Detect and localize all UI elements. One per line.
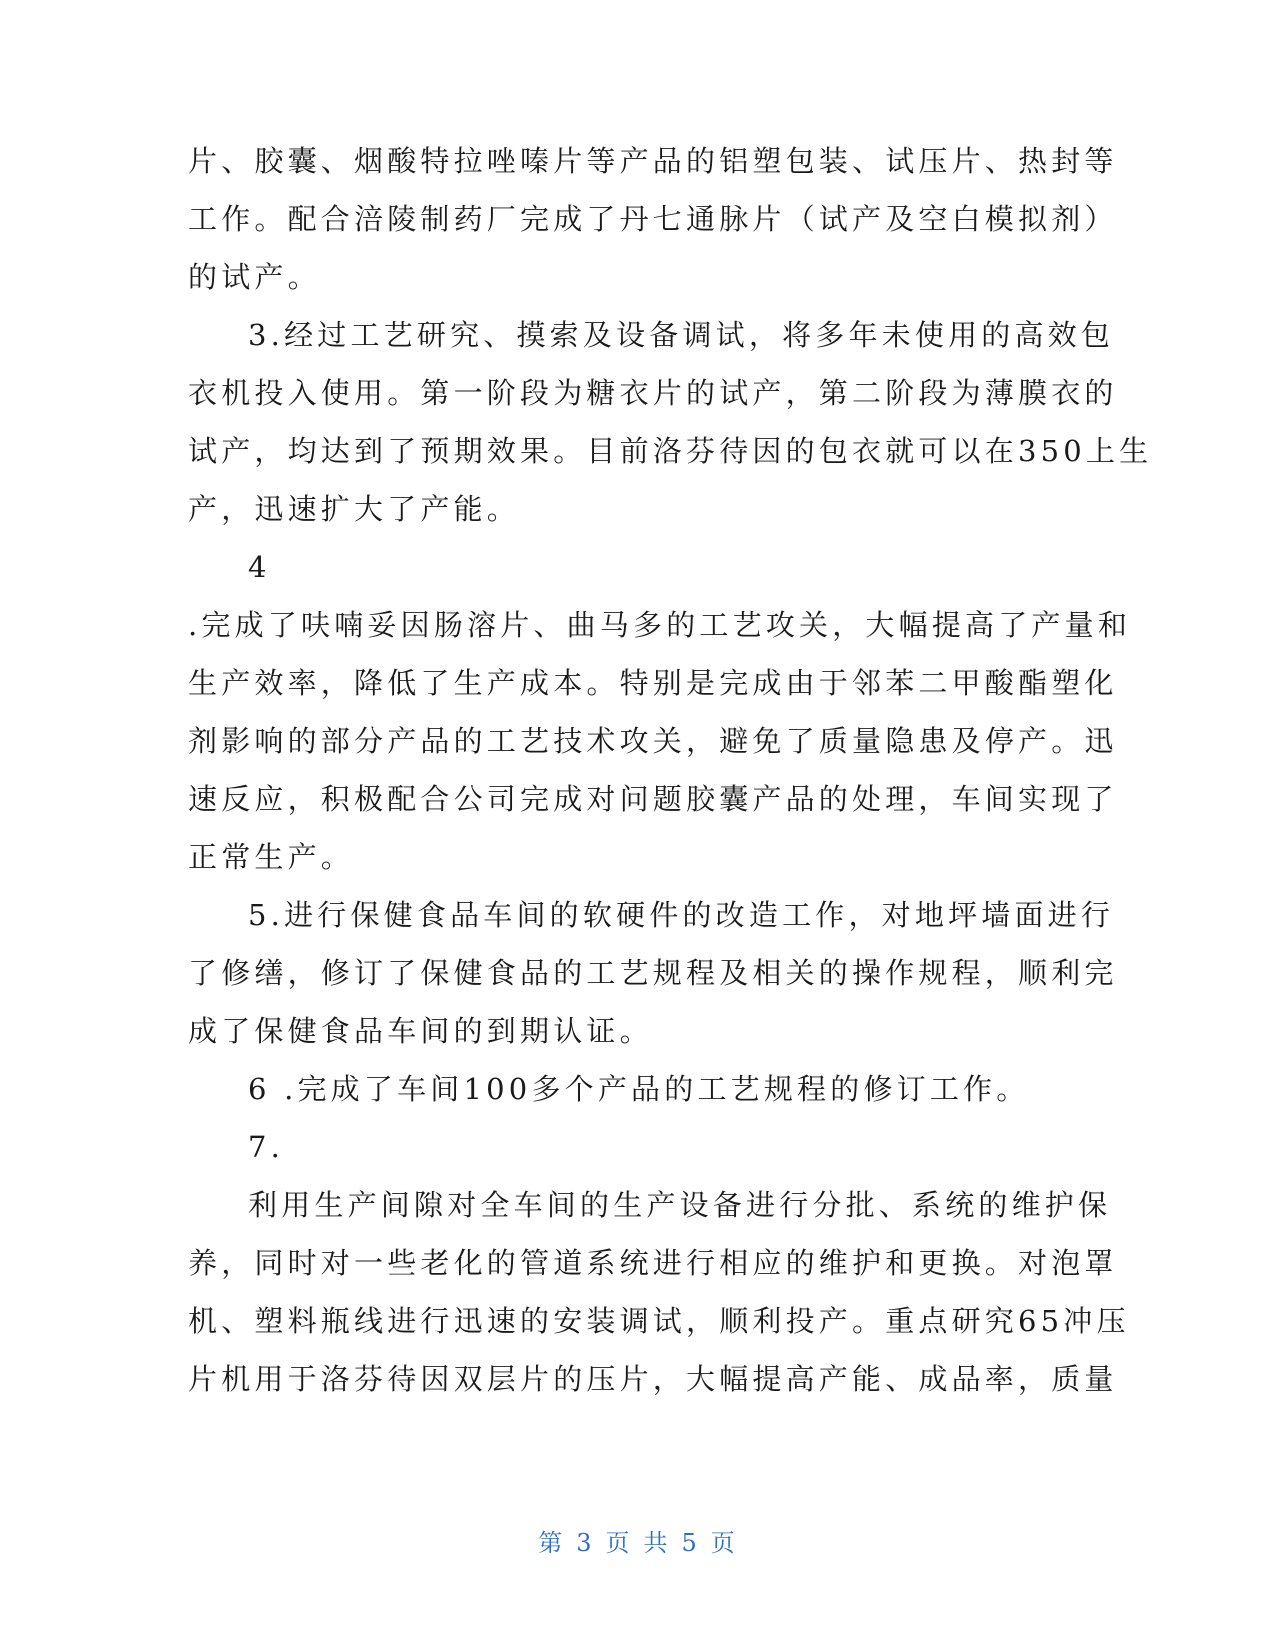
footer-page-number: 3: [576, 1529, 594, 1557]
footer-suffix: 页: [710, 1529, 737, 1557]
text-line-10: 生产效率，降低了生产成本。特别是完成由于邻苯二甲酸酯塑化: [188, 666, 1118, 700]
text-line-18: 7.: [248, 1130, 285, 1164]
text-line-17: 6 .完成了车间100多个产品的工艺规程的修订工作。: [248, 1072, 1030, 1106]
text-line-2: 工作。配合涪陵制药厂完成了丹七通脉片（试产及空白模拟剂）: [188, 202, 1118, 236]
text-line-8: 4: [248, 550, 271, 584]
footer-page-word: 页: [605, 1529, 632, 1557]
text-line-14: 5.进行保健食品车间的软硬件的改造工作，对地坪墙面进行: [248, 898, 1115, 932]
text-line-1: 片、胶囊、烟酸特拉唑嗪片等产品的铝塑包装、试压片、热封等: [188, 144, 1118, 178]
footer-total-pages: 5: [681, 1529, 699, 1557]
text-line-4: 3.经过工艺研究、摸索及设备调试，将多年未使用的高效包: [248, 318, 1115, 352]
text-line-5: 衣机投入使用。第一阶段为糖衣片的试产，第二阶段为薄膜衣的: [188, 376, 1118, 410]
text-line-21: 机、塑料瓶线进行迅速的安装调试，顺利投产。重点研究65冲压: [188, 1304, 1130, 1338]
text-line-3: 的试产。: [188, 260, 321, 294]
text-line-15: 了修缮，修订了保健食品的工艺规程及相关的操作规程，顺利完: [188, 956, 1118, 990]
text-line-16: 成了保健食品车间的到期认证。: [188, 1014, 653, 1048]
page-footer: [0, 1528, 1275, 1558]
text-line-22: 片机用于洛芬待因双层片的压片，大幅提高产能、成品率，质量: [188, 1362, 1118, 1396]
footer-total-word: 共: [643, 1529, 670, 1557]
text-line-13: 正常生产。: [188, 840, 355, 874]
text-line-20: 养，同时对一些老化的管道系统进行相应的维护和更换。对泡罩: [188, 1246, 1118, 1280]
text-line-11: 剂影响的部分产品的工艺技术攻关，避免了质量隐患及停产。迅: [188, 724, 1118, 758]
footer-prefix: 第: [538, 1529, 565, 1557]
text-line-6: 试产，均达到了预期效果。目前洛芬待因的包衣就可以在350上生: [188, 434, 1153, 468]
text-line-7: 产，迅速扩大了产能。: [188, 492, 521, 526]
text-line-12: 速反应，积极配合公司完成对问题胶囊产品的处理，车间实现了: [188, 782, 1118, 816]
text-line-9: .完成了呋喃妥因肠溶片、曲马多的工艺攻关，大幅提高了产量和: [188, 608, 1132, 642]
text-line-19: 利用生产间隙对全车间的生产设备进行分批、系统的维护保: [248, 1188, 1112, 1222]
